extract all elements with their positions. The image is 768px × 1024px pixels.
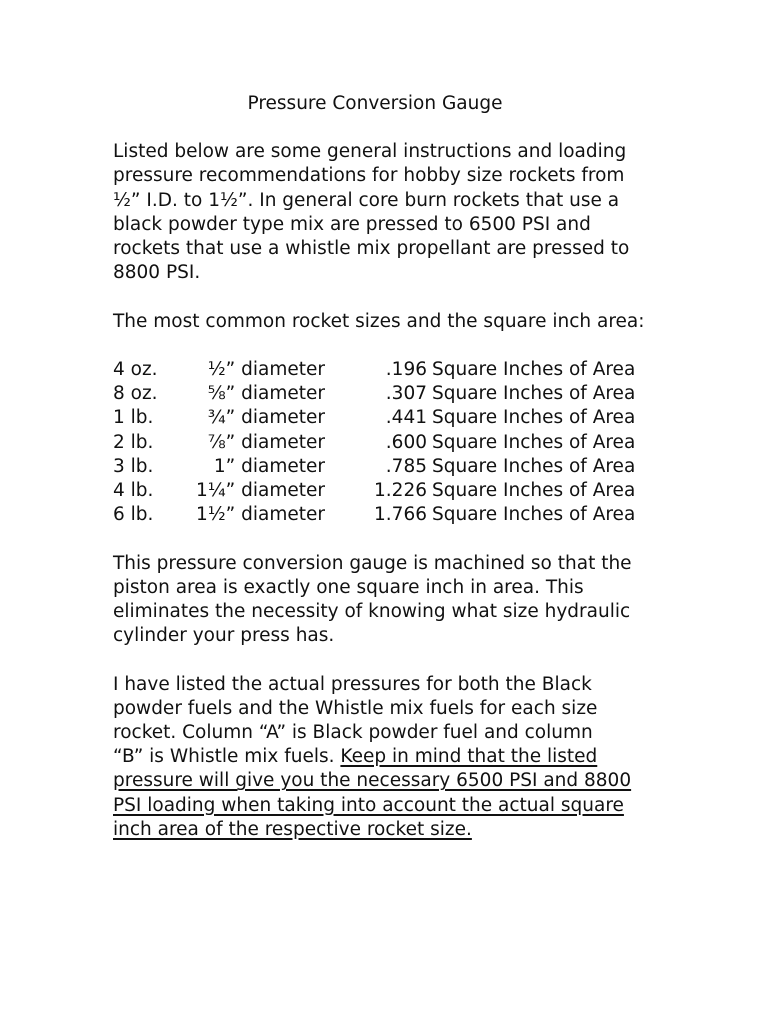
table-row — [113, 455, 673, 479]
table-row — [113, 406, 673, 430]
area-unit-cell: Square Inches of Area — [432, 359, 636, 380]
document-title: Pressure Conversion Gauge — [247, 93, 503, 114]
area-unit-cell: Square Inches of Area — [432, 431, 636, 453]
diameter-cell: ¾” diameter — [207, 407, 325, 429]
diameter-cell: 1” diameter — [213, 455, 325, 477]
listed-pressures-text: I have listed the actual pressures for both the Black powder fuels and the Whistle mix fuels for each size rocket. Column “A” is Black powder fuel and column “B” is Whistle mix fuels. — [113, 673, 598, 768]
area-value-cell: .785 — [385, 455, 427, 477]
weight-cell: 4 oz. — [113, 359, 158, 380]
area-unit-cell: Square Inches of Area — [432, 383, 636, 405]
gauge-paragraph: This pressure conversion gauge is machined so that the piston area is exactly one square inch in area. This eliminates the necessity of knowing what size hydraulic cylinder your press has. — [113, 552, 632, 647]
area-value-cell: .600 — [385, 431, 427, 453]
diameter-cell: ⅝” diameter — [207, 383, 325, 405]
weight-cell: 8 oz. — [113, 383, 158, 405]
area-value-cell: 1.766 — [374, 504, 427, 526]
area-unit-cell: Square Inches of Area — [432, 504, 636, 526]
rocket-sizes-table — [113, 358, 673, 527]
diameter-cell: ½” diameter — [207, 359, 325, 380]
table-row — [113, 503, 673, 527]
weight-cell: 3 lb. — [113, 455, 154, 477]
sizes-heading: The most common rocket sizes and the square inch area: — [113, 310, 645, 332]
weight-cell: 4 lb. — [113, 479, 154, 501]
diameter-cell: 1¼” diameter — [195, 479, 325, 501]
weight-cell: 6 lb. — [113, 504, 154, 526]
listed-pressures-emphasis: Keep in mind that the listed pressure will give you the necessary 6500 PSI and 8800 PSI loading when taking into account the actual square inch area of the respective rocket size. — [113, 746, 632, 840]
diameter-cell: 1½” diameter — [195, 504, 325, 526]
weight-cell: 2 lb. — [113, 431, 154, 453]
table-row — [113, 382, 673, 406]
table-row — [113, 431, 673, 455]
area-unit-cell: Square Inches of Area — [432, 407, 636, 429]
table-row — [113, 479, 673, 503]
area-unit-cell: Square Inches of Area — [432, 479, 636, 501]
area-value-cell: .441 — [385, 407, 427, 429]
area-unit-cell: Square Inches of Area — [432, 455, 636, 477]
area-value-cell: .196 — [385, 359, 427, 380]
document-page — [113, 92, 673, 866]
intro-paragraph: Listed below are some general instructions and loading pressure recommendations for hobby size rockets from ½” I.D. to 1½”. In general core burn rockets that use a black powder type mix are pressed to 6500 PSI and rockets that use a whistle mix propellant are pressed to 8800 PSI. — [113, 141, 630, 284]
area-value-cell: 1.226 — [374, 479, 427, 501]
table-row — [113, 358, 673, 382]
area-value-cell: .307 — [385, 383, 427, 405]
listed-pressures-paragraph — [113, 673, 673, 842]
diameter-cell: ⅞” diameter — [207, 431, 325, 453]
weight-cell: 1 lb. — [113, 407, 154, 429]
